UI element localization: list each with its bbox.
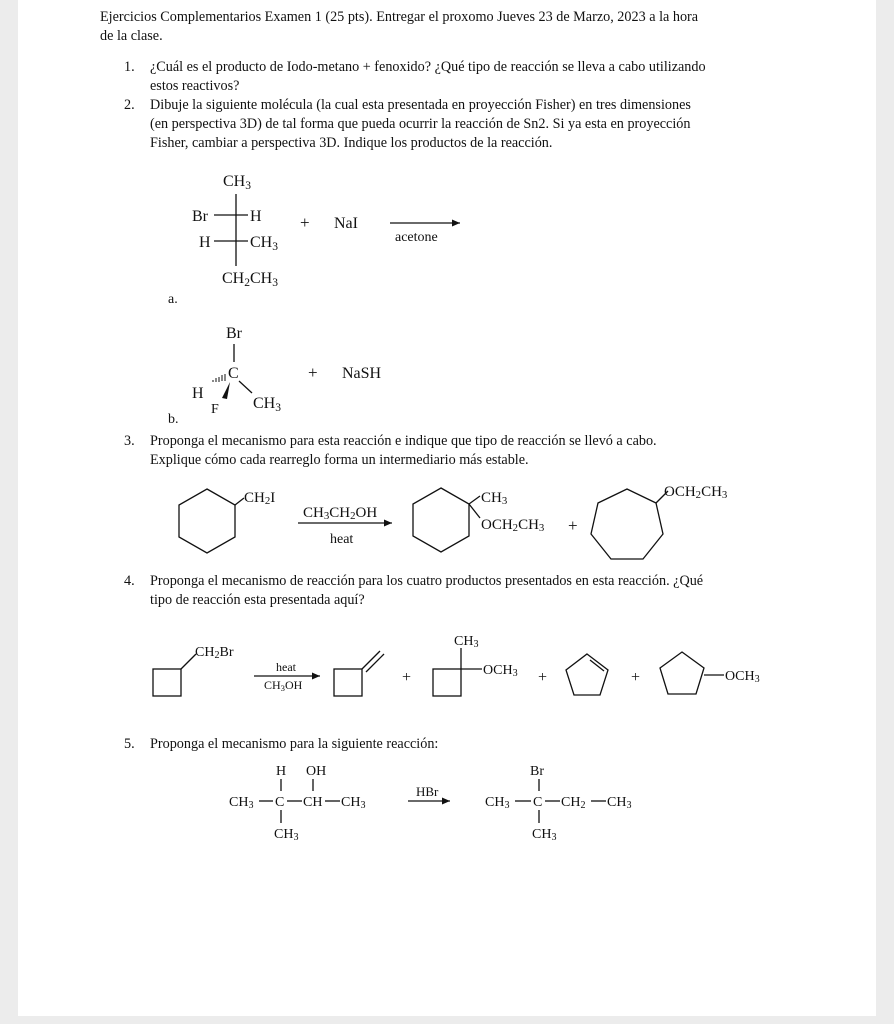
question-text-line: Proponga el mecanismo de reacción para los cuatro productos presentados en esta reacción. ¿Qué [150,573,704,589]
fischer-right-bottom: CH3 [250,234,278,253]
fischer-top-group: CH3 [223,173,251,192]
question-text-line: Explique cómo cada rearreglo forma un intermediario más estable. [150,452,529,468]
product1-bottom-group: OCH2CH3 [481,517,545,535]
header-line-1: Ejercicios Complementarios Examen 1 (25 pts). Entregar el proxomo Jueves 23 de Marzo, 2023 a la hora [100,9,699,25]
q4-arrow-solvent: CH3OH [264,678,303,693]
product4-group: OCH3 [725,669,760,686]
q4-arrow-condition: heat [276,660,296,674]
q3-substituent: CH2I [244,490,276,508]
reactant-top-atom-2: OH [306,764,327,779]
right-substituent: CH3 [253,395,281,414]
product-ch2-group: CH2 [561,795,586,812]
central-carbon: C [228,365,239,382]
header-line-2: de la clase. [100,28,163,44]
plus-sign: + [308,363,318,382]
question-text-line: Proponga el mecanismo para esta reacción e indique que tipo de reacción se llevó a cabo. [150,433,657,449]
q5-reaction-scheme [229,764,632,843]
reactant-top-atom-1: H [276,764,287,779]
question-number: 1. [124,59,135,75]
product-bottom-group: CH3 [532,827,557,844]
fischer-right-top: H [250,208,262,225]
plus-sign: + [568,516,578,535]
plus-sign: + [402,669,412,686]
reactant-ch3-end: CH3 [341,795,366,812]
question-text-line: tipo de reacción esta presentada aquí? [150,592,365,608]
product-top-atom: Br [530,764,544,779]
reactant-ch-group: CH [303,795,323,810]
question-text-line: (en perspectiva 3D) de tal forma que pueda ocurrir la reacción de Sn2. Si ya esta en proyección [150,116,691,132]
sublabel-b: b. [168,412,179,427]
question-text-line: Fisher, cambiar a perspectiva 3D. Indique los productos de la reacción. [150,135,553,151]
question-number: 5. [124,736,135,752]
q4-substituent: CH2Br [195,645,234,662]
plus-sign: + [300,213,310,232]
product-ch3-end: CH3 [607,795,632,812]
reactant-quaternary-carbon: C [275,795,285,810]
fischer-bottom-group: CH2CH3 [222,270,278,289]
reactant-ch3-start: CH3 [229,795,254,812]
reactant-bottom-group: CH3 [274,827,299,844]
arrow-head [452,220,460,227]
product2-right-group: OCH3 [483,663,518,680]
fischer-left-top: Br [192,208,208,225]
sublabel-a: a. [168,292,178,307]
product2-top-group: CH3 [454,634,479,651]
fischer-left-bottom: H [199,234,211,251]
question-text-line: Proponga el mecanismo para la siguiente reacción: [150,736,439,752]
plus-sign: + [631,669,641,686]
structure-top-atom: Br [226,325,242,342]
condition-label: acetone [395,230,438,245]
product-quaternary-carbon: C [533,795,543,810]
question-number: 4. [124,573,135,589]
question-number: 3. [124,433,135,449]
arrow-head [312,673,320,680]
fischer-projection-scheme [192,173,460,289]
product2-group: OCH2CH3 [664,484,728,502]
product-ch3-start: CH3 [485,795,510,812]
question-text-line: ¿Cuál es el producto de Iodo-metano + fenoxido? ¿Qué tipo de reacción se lleva a cabo utilizando [150,59,706,75]
q3-reaction-scheme [179,484,727,559]
question-text-line: estos reactivos? [150,78,240,94]
plus-sign: + [538,669,548,686]
wedge-dash-scheme [192,325,382,417]
q3-arrow-condition: heat [330,532,354,547]
arrow-head [384,520,392,527]
hashed-bond-atom: H [192,385,204,402]
question-text-line: Dibuje la siguiente molécula (la cual esta presentada en proyección Fisher) en tres dimensiones [150,97,691,113]
reagent-label: NaI [334,215,358,232]
reagent-label: NaSH [342,365,382,382]
wedge-bond-atom: F [211,402,219,417]
q3-arrow-solvent: CH3CH2OH [303,505,378,523]
product1-top-group: CH3 [481,490,508,508]
question-number: 2. [124,97,135,113]
q5-reagent: HBr [416,784,439,799]
arrow-head [442,798,450,805]
q4-reaction-scheme [153,634,760,696]
